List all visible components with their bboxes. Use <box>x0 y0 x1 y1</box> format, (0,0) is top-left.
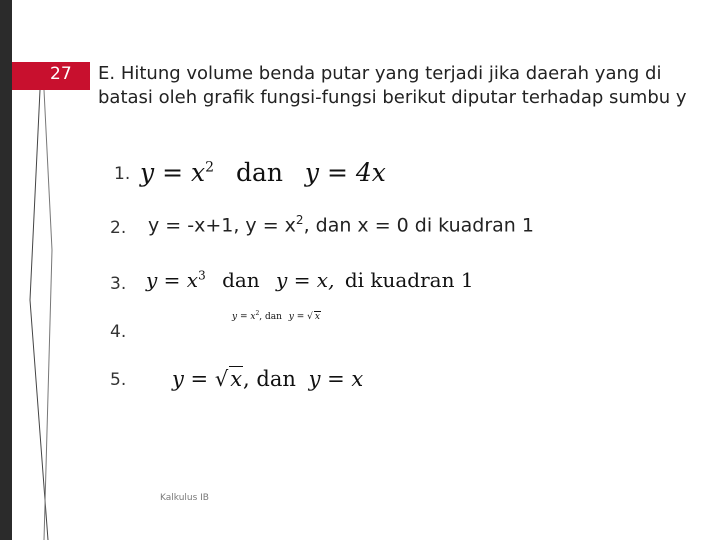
problem-1-exp: 2 <box>205 159 214 176</box>
problem-2-number: 2. <box>110 218 127 238</box>
problem-4-conj: , dan <box>259 312 282 322</box>
problem-4-radicand: x <box>314 312 320 322</box>
problem-1-f2: y = 4x <box>304 158 386 187</box>
decorative-lines <box>0 0 100 540</box>
problem-2-text-a: y = -x+1, y = x <box>148 214 296 237</box>
problem-3-exp: 3 <box>198 268 206 283</box>
problem-5-radicand: x <box>230 367 243 391</box>
problem-5-f1: y = <box>172 367 215 391</box>
problem-1-equation <box>140 158 386 187</box>
problem-2-text-b: , dan x = 0 di kuadran 1 <box>303 214 534 237</box>
problem-3-number: 3. <box>110 274 127 294</box>
problem-4-number: 4. <box>110 322 127 342</box>
problem-5-equation <box>172 366 363 391</box>
problem-5-f2: y = x <box>308 367 364 391</box>
problem-2-text <box>148 213 534 236</box>
problem-1-f1: y = x <box>140 158 206 187</box>
problem-3-f1: y = x <box>146 268 199 292</box>
problem-4-f1: y = x <box>232 312 256 322</box>
problem-3-conj: dan <box>222 268 260 292</box>
problem-4-f2: y = <box>288 312 308 322</box>
slide-number: 27 <box>50 64 72 84</box>
problem-1-number: 1. <box>114 164 131 184</box>
problem-3-note: di kuadran 1 <box>344 268 474 292</box>
problem-5-number: 5. <box>110 370 127 390</box>
problem-2-exp: 2 <box>295 213 304 227</box>
footer-course-label: Kalkulus IB <box>160 493 209 503</box>
problem-4-sqrt-sign: √ <box>307 312 313 322</box>
problem-5-sqrt-sign: √ <box>214 367 229 391</box>
problem-3-f2: y = x, <box>276 268 335 292</box>
problem-4-equation <box>232 310 321 322</box>
problem-3-equation <box>146 268 474 292</box>
exercise-prompt: E. Hitung volume benda putar yang terjadi jika daerah yang di batasi oleh grafik fungsi-fungsi berikut diputar terhadap sumbu y <box>98 63 687 108</box>
problem-5-conj: , dan <box>243 367 296 391</box>
problem-4-exp: 2 <box>255 310 260 317</box>
problem-1-conj: dan <box>235 158 283 187</box>
